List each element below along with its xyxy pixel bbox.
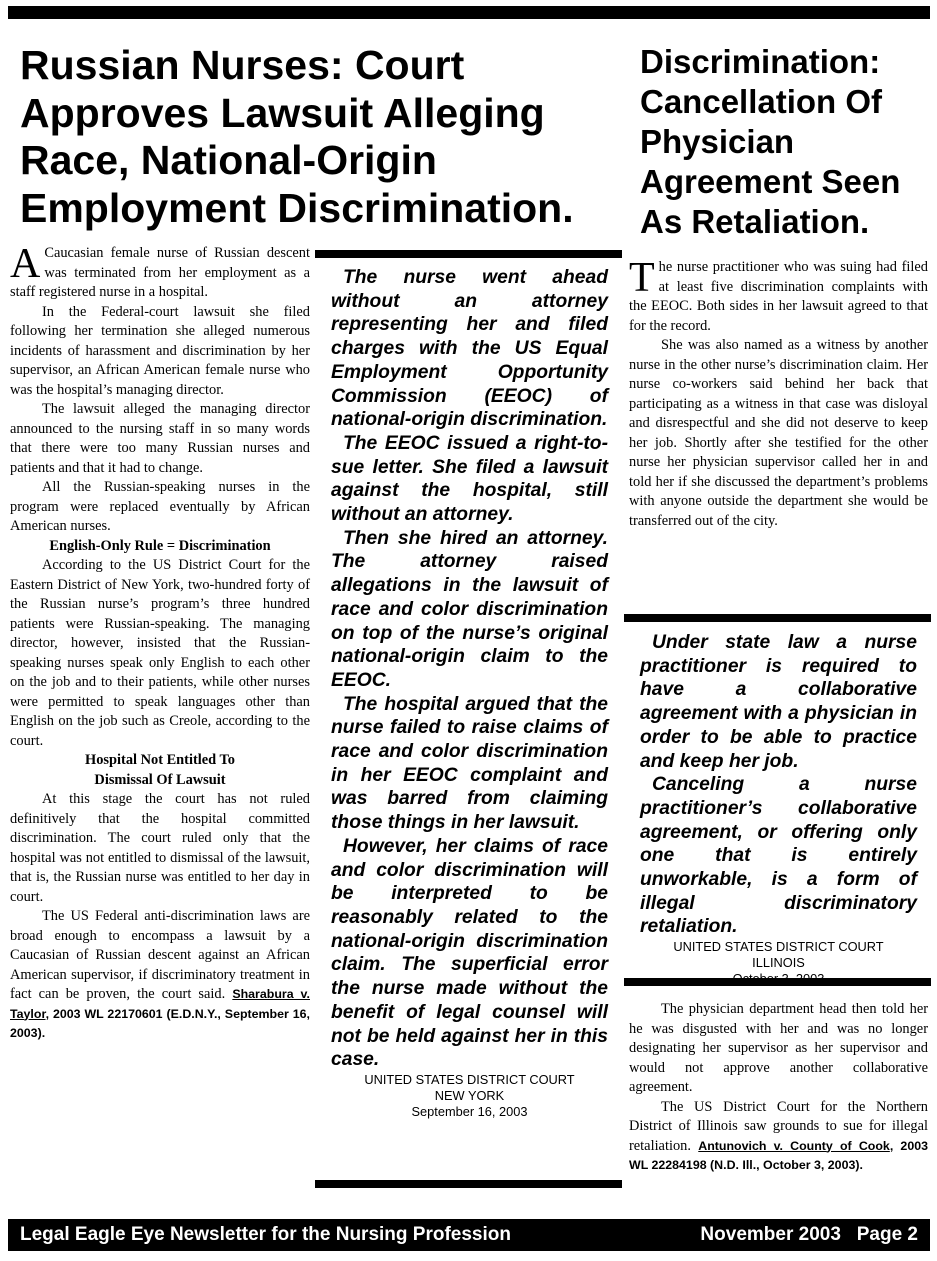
headline-retaliation: Discrimination: Cancellation Of Physician Agreement Seen As Retaliation. [640,43,901,240]
pullquote-retaliation [640,631,917,987]
dropcap: T [629,255,655,301]
article-retaliation-top [629,255,928,531]
headline-russian-nurses: Russian Nurses: Court Approves Lawsuit Alleging Race, National-Origin Employment Discrimination. [20,42,574,231]
top-rule [8,6,930,19]
article2-paragraph-2: She was also named as a witness by another nurse in the other nurse’s discrimination claim. Her nurse co-workers said behind her back that participating as a witness in that case was disloyal and disrespectful and she did not deserve to keep her job. Shortly after she testified for the other nurse her physician supervisor called her in and told her if she discussed the department’s problems with anyone outside the department she would be transferred out of the city. [629,337,928,529]
pullquote1-bottom-rule [315,1180,622,1188]
pullquote-eeoc [331,266,608,1120]
pullquote2-paragraph-1: Under state law a nurse practitioner is required to have a collaborative agreement with a physician in order to be able to practice and keep her job. [640,632,917,772]
article1-paragraph-4: All the Russian-speaking nurses in the program were replaced eventually by African American nurses. [10,479,310,534]
footer-bar [8,1219,930,1251]
subheading-dismissal-1: Hospital Not Entitled To [85,752,235,768]
pullquote2-top-rule [624,614,931,622]
issue-and-page: November 2003 Page 2 [700,1224,918,1245]
article2-paragraph-4: The US District Court for the Northern District of Illinois saw grounds to sue for illegal retaliation. Antunovich v. County of Cook, 2003 WL 22284198 (N.D. Ill., October 3, 2003). [629,1098,928,1172]
article1-paragraph-7: The US Federal anti-discrimination laws are broad enough to encompass a lawsuit by a Caucasian of Russian descent against an African American supervisor, if discriminatory treatment in fact can be proven, the court said. Sharabura v. Taylor, 2003 WL 22170601 (E.D.N.Y., September 16, 2003). [10,908,310,1040]
article1-paragraph-3: The lawsuit alleged the managing director announced to the nursing staff in so many words that there were too many Russian nurses and patients and that it had to change. [10,401,310,476]
article1-paragraph-6: At this stage the court has not ruled definitively that the hospital committed discrimination. The court ruled only that the hospital was not entitled to dismissal of the lawsuit, that is, the Russian nurse was entitled to her day in court. [10,791,310,905]
article1-paragraph-1: A Caucasian female nurse of Russian descent was terminated from her employment as a staff registered nurse in a hospital. [10,241,310,300]
article1-paragraph-5: According to the US District Court for the Eastern District of New York, two-hundred forty of the Russian nurse’s program’s three hundred patients were Russian-speaking. The managing director, however, insisted that the Russian-speaking nurses speak only English to each other on the job and to their patients, while other nurses were permitted to speak languages other than English on the job such as Creole, according to the court. [10,557,310,749]
pullquote1-paragraph-2: The EEOC issued a right-to-sue letter. She filed a lawsuit against the hospital, still without an attorney. [331,432,608,526]
newsletter-name: Legal Eagle Eye Newsletter for the Nursing Profession [20,1224,511,1245]
article2-paragraph-3: The physician department head then told her he was disgusted with her and was no longer designating her supervisor as her supervisor and would not approve another collaborative agreement. [629,1001,928,1095]
pullquote1-paragraph-4: The hospital argued that the nurse failed to raise claims of race and color discrimination in her EEOC complaint and was barred from claiming those things in her lawsuit. [331,693,608,834]
pullquote1-paragraph-5: However, her claims of race and color discrimination will be interpreted to be reasonably related to the national-origin discrimination claim. The superficial error the nurse made without the benefit of legal counsel will not be held against her in this case. [331,835,608,1071]
pullquote1-paragraph-1: The nurse went ahead without an attorney representing her and filed charges with the US Equal Employment Opportunity Commission (EEOC) of national-origin discrimination. [331,267,608,431]
subheading-english-only: English-Only Rule = Discrimination [49,537,271,554]
article-russian-nurses [10,241,310,1044]
article1-paragraph-2: In the Federal-court lawsuit she filed following her termination she alleged numerous incidents of harassment and discrimination by her supervisor, an African American female nurse who was the hospital’s managing director. [10,303,310,398]
article2-paragraph-1: The nurse practitioner who was suing had filed at least five discrimination complaints with the EEOC. Both sides in her lawsuit agreed to that for the record. [629,255,928,334]
case-citation: Sharabura v. Taylor, 2003 WL 22170601 (E.D.N.Y., September 16, 2003). [10,987,310,1040]
dropcap: A [10,241,41,287]
pullquote1-top-rule [315,250,622,258]
case-citation: Antunovich v. County of Cook, 2003 WL 22284198 (N.D. Ill., October 3, 2003). [629,1138,928,1172]
pullquote1-paragraph-3: Then she hired an attorney. The attorney raised allegations in the lawsuit of race and color discrimination on top of the nurse’s original national-origin claim to the EEOC. [331,527,608,691]
subheading-dismissal-2: Dismissal Of Lawsuit [94,771,226,788]
court-attribution-il: UNITED STATES DISTRICT COURT ILLINOIS [673,939,884,971]
pullquote2-bottom-rule [624,978,931,986]
court-attribution-ny: UNITED STATES DISTRICT COURT NEW YORK September 16, 2003 [364,1071,575,1119]
pullquote2-paragraph-2: Canceling a nurse practitioner’s collaborative agreement, or offering only one that is entirely unworkable, is a form of illegal discriminatory retaliation. [640,774,917,938]
article-retaliation-bottom [629,1000,928,1176]
